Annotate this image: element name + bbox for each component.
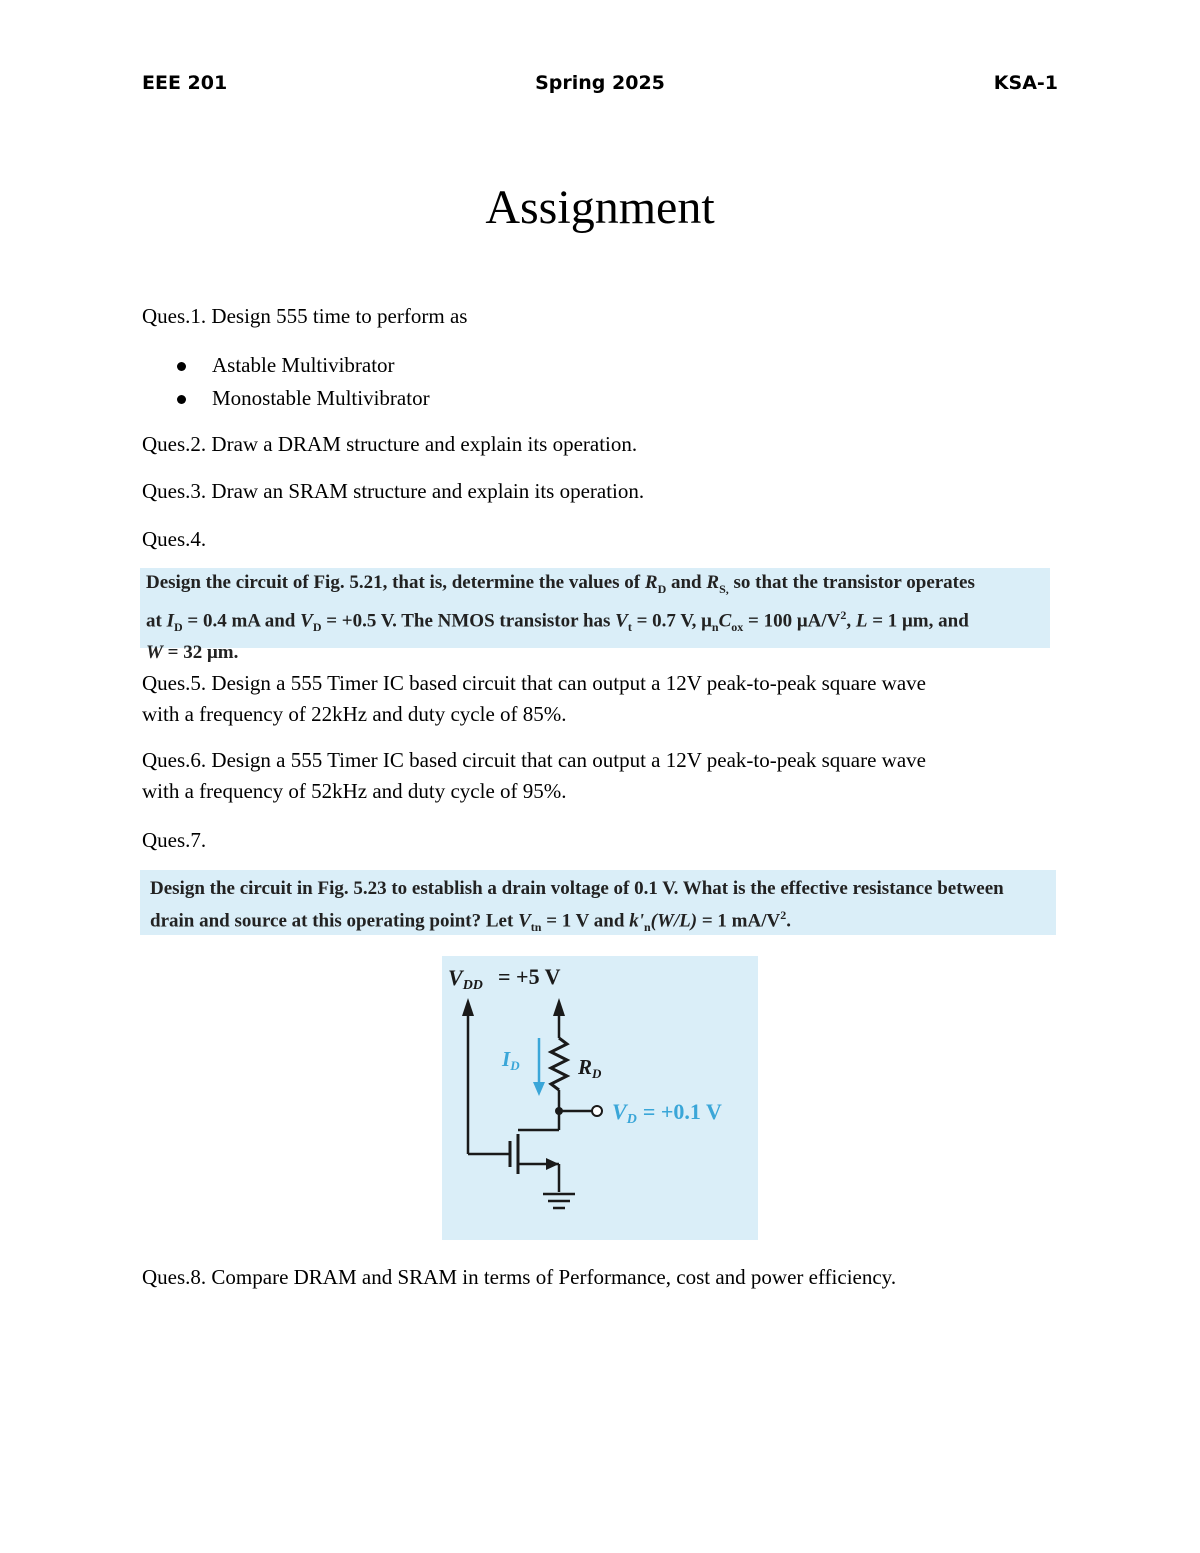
bullet-icon <box>177 362 186 371</box>
question-7-label: Ques.7. <box>142 828 207 852</box>
excerpt-line: W = 32 μm. <box>146 641 239 663</box>
list-item: Monostable Multivibrator <box>142 382 430 415</box>
question-5: Ques.5. Design a 555 Timer IC based circuit that can output a 12V peak-to-peak square wave with a frequency of 22kHz and duty cycle of 85%. <box>142 671 926 726</box>
question-1: Ques.1. Design 555 time to perform as <box>142 304 468 328</box>
question-4-excerpt <box>140 568 1050 663</box>
resistor-rd <box>551 1038 567 1090</box>
question-2: Ques.2. Draw a DRAM structure and explain its operation. <box>142 432 638 456</box>
right-arrow-icon <box>553 998 565 1016</box>
semester: Spring 2025 <box>535 72 665 94</box>
rd-label: RD <box>578 1055 602 1081</box>
bullet-icon <box>177 395 186 404</box>
excerpt-line: Design the circuit in Fig. 5.23 to establish a drain voltage of 0.1 V. What is the effective resistance between <box>150 878 1004 899</box>
question-4-label: Ques.4. <box>142 527 207 551</box>
excerpt-line: Design the circuit of Fig. 5.21, that is, determine the values of $R_D$ and $R_{S,}$ so that the transistor operates <box>146 572 975 596</box>
question-8: Ques.8. Compare DRAM and SRAM in terms of Performance, cost and power efficiency. <box>142 1265 897 1289</box>
excerpt-line: drain and source at this operating point? Let $V_{tn} = 1$ V and $k'_n(W/L) = 1$ $mA/V^2$. <box>150 908 791 935</box>
question-1-list <box>142 349 430 415</box>
excerpt-line: at $I_D = 0.4$ mA and $V_D = +0.5$ V. The NMOS transistor has $V_t = 0.7$ V, $\mu_nC_{ox} = 100$ $\mu A/V^2$, L = 1 μm, and <box>146 607 969 634</box>
course-code: EEE 201 <box>142 72 228 94</box>
circuit-figure <box>442 956 758 1240</box>
id-label: ID <box>502 1047 520 1073</box>
section-code: KSA-1 <box>993 72 1058 94</box>
source-arrow-icon <box>546 1158 559 1170</box>
page-title: Assignment <box>485 181 715 234</box>
question-3: Ques.3. Draw an SRAM structure and explain its operation. <box>142 479 645 503</box>
left-arrow-icon <box>462 998 474 1016</box>
question-6: Ques.6. Design a 555 Timer IC based circuit that can output a 12V peak-to-peak square wave with a frequency of 52kHz and duty cycle of 95%. <box>142 748 926 803</box>
page-header <box>142 72 1058 102</box>
list-item: Astable Multivibrator <box>142 349 430 382</box>
vdd-label: VDD <box>448 965 483 993</box>
question-7-excerpt <box>140 870 1056 935</box>
nmos-circuit-diagram <box>442 956 758 1240</box>
vdd-value: = +5 V <box>498 964 561 989</box>
vd-label: VD = +0.1 V <box>612 1099 722 1127</box>
output-terminal <box>592 1106 602 1116</box>
